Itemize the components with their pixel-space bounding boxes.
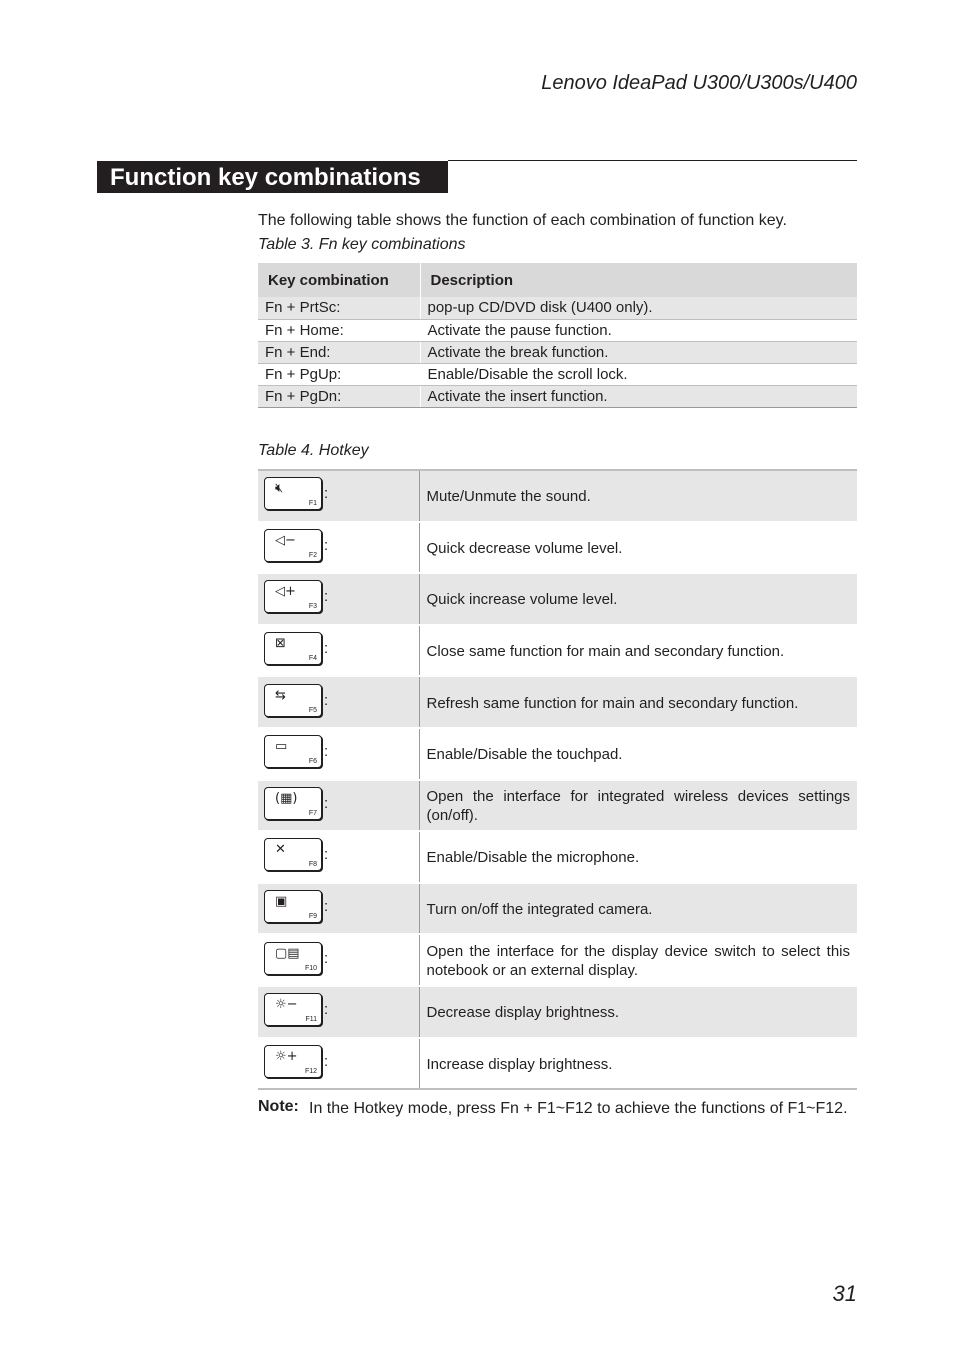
wireless-icon: (▦): [275, 790, 298, 806]
table-row: [258, 883, 857, 935]
mute-icon: 🔇︎: [275, 481, 284, 497]
colon: :: [324, 640, 329, 658]
hotkey-cell: [258, 831, 419, 883]
key-label: F4: [308, 655, 317, 663]
description: Enable/Disable the scroll lock.: [420, 363, 857, 385]
colon: :: [324, 1001, 329, 1019]
table-row: [258, 728, 857, 780]
table-row: [258, 676, 857, 728]
hotkey-description: Enable/Disable the microphone.: [419, 831, 857, 883]
key-label: F12: [304, 1067, 317, 1075]
page-number: 31: [832, 1281, 857, 1306]
table3-caption: Table 3. Fn key combinations: [258, 236, 466, 253]
colon: :: [324, 536, 329, 554]
key-label: F3: [308, 603, 317, 611]
description: pop-up CD/DVD disk (U400 only).: [420, 297, 857, 319]
key-combination: Fn + Home:: [258, 319, 420, 341]
key-label: F2: [308, 551, 317, 559]
key-label: F5: [308, 706, 317, 714]
hotkey-description: Open the interface for the display device switch to select this notebook or an external display.: [419, 934, 857, 986]
key-label: F10: [304, 964, 317, 972]
hotkey-description: Decrease display brightness.: [419, 986, 857, 1038]
colon: :: [324, 1052, 329, 1070]
f4-key: [264, 632, 322, 665]
hotkey-cell: [258, 728, 419, 780]
f7-key: [264, 787, 322, 820]
colon: :: [324, 794, 329, 812]
f2-key: [264, 529, 322, 562]
key-combination: Fn + PgUp:: [258, 363, 420, 385]
hotkey-description: Open the interface for integrated wireless devices settings (on/off).: [419, 780, 857, 832]
f9-key: [264, 890, 322, 923]
key-label: F7: [308, 809, 317, 817]
hotkey-cell: [258, 986, 419, 1038]
description: Activate the insert function.: [420, 385, 857, 407]
table-row: [258, 363, 857, 385]
f3-key: [264, 580, 322, 613]
hotkey-description: Turn on/off the integrated camera.: [419, 883, 857, 935]
f5-key: [264, 684, 322, 717]
fn-combination-table: [258, 263, 857, 408]
hotkey-cell: [258, 676, 419, 728]
colon: :: [324, 743, 329, 761]
hotkey-description: Increase display brightness.: [419, 1038, 857, 1090]
f1-key: [264, 477, 322, 510]
table-row: [258, 934, 857, 986]
f10-key: [264, 942, 322, 975]
hotkey-cell: [258, 934, 419, 986]
column-header-key: Key combination: [258, 263, 420, 297]
hotkey-cell: [258, 522, 419, 574]
colon: :: [324, 485, 329, 503]
f6-key: [264, 735, 322, 768]
colon: :: [324, 898, 329, 916]
key-combination: Fn + End:: [258, 341, 420, 363]
key-combination: Fn + PgDn:: [258, 385, 420, 407]
colon: :: [324, 846, 329, 864]
hotkey-cell: [258, 625, 419, 677]
table-row: [258, 625, 857, 677]
table-row: [258, 1038, 857, 1090]
key-label: F9: [308, 913, 317, 921]
table-row: [258, 319, 857, 341]
table-header-row: [258, 263, 857, 297]
hotkey-cell: [258, 780, 419, 832]
section-title: Function key combinations: [97, 161, 448, 193]
note-label: Note:: [258, 1098, 299, 1115]
hotkey-description: Mute/Unmute the sound.: [419, 470, 857, 522]
key-label: F11: [305, 1016, 317, 1024]
table-row: [258, 986, 857, 1038]
description: Activate the pause function.: [420, 319, 857, 341]
table-row: [258, 385, 857, 407]
table-row: [258, 573, 857, 625]
volume-up-icon: ◁+: [275, 584, 296, 600]
table-row: [258, 297, 857, 319]
f12-key: [264, 1045, 322, 1078]
display-switch-icon: ▢▤: [275, 945, 300, 961]
table-row: [258, 780, 857, 832]
note-text: In the Hotkey mode, press Fn + F1~F12 to achieve the functions of F1~F12.: [309, 1100, 848, 1117]
colon: :: [324, 949, 329, 967]
f11-key: [264, 993, 322, 1026]
volume-down-icon: ◁−: [275, 532, 296, 548]
hotkey-table: [258, 469, 857, 1090]
hotkey-description: Quick increase volume level.: [419, 573, 857, 625]
hotkey-cell: [258, 470, 419, 522]
key-label: F8: [308, 861, 317, 869]
refresh-icon: ⇆: [275, 687, 286, 703]
brightness-down-icon: ☼−: [275, 997, 298, 1013]
hotkey-description: Enable/Disable the touchpad.: [419, 728, 857, 780]
hotkey-cell: [258, 883, 419, 935]
key-combination: Fn + PrtSc:: [258, 297, 420, 319]
hotkey-cell: [258, 1038, 419, 1090]
table-row: [258, 831, 857, 883]
hotkey-description: Quick decrease volume level.: [419, 522, 857, 574]
description: Activate the break function.: [420, 341, 857, 363]
camera-icon: ▣: [275, 894, 288, 910]
table4-caption: Table 4. Hotkey: [258, 442, 369, 459]
microphone-off-icon: ✕: [275, 842, 286, 858]
table-row: [258, 522, 857, 574]
close-window-icon: ⊠: [275, 636, 286, 652]
section-rule: [448, 160, 857, 161]
column-header-description: Description: [420, 263, 857, 297]
touchpad-icon: ▭: [275, 739, 288, 755]
table-row: [258, 341, 857, 363]
f8-key: [264, 838, 322, 871]
intro-text: The following table shows the function of each combination of function key.: [258, 212, 787, 229]
hotkey-description: Refresh same function for main and secondary function.: [419, 676, 857, 728]
key-label: F6: [308, 758, 317, 766]
table-row: [258, 470, 857, 522]
running-header: Lenovo IdeaPad U300/U300s/U400: [541, 72, 857, 94]
brightness-up-icon: ☼+: [275, 1048, 298, 1064]
colon: :: [324, 691, 329, 709]
colon: :: [324, 588, 329, 606]
key-label: F1: [308, 500, 317, 508]
hotkey-description: Close same function for main and secondary function.: [419, 625, 857, 677]
hotkey-cell: [258, 573, 419, 625]
